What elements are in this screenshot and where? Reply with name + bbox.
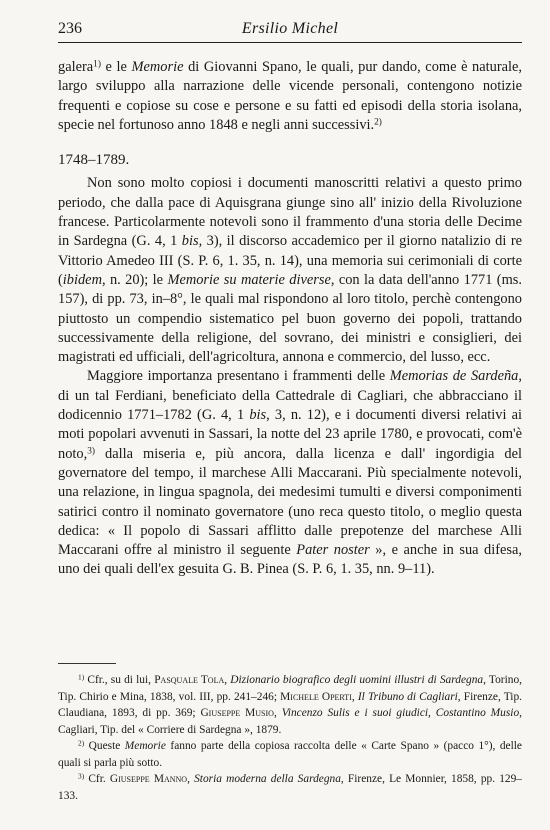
para3-text-3: , 3, n. 12), e i documenti diversi relativi ai moti popolari avvenuti in Sassari, la notte del 23 aprile 1780, e provocati, com'è noto, <box>58 407 523 462</box>
footnote-1-text: , Torino, Tip. Chirio e Mina, 1838, vol. III, pp. 241–246; <box>58 674 522 703</box>
footnote-1-text: , Cagliari, Tip. del « Corriere di Sardegna », 1879. <box>58 707 522 736</box>
footnote-1-title-1: Dizionario biografico degli uomini illustri di Sardegna <box>230 674 484 686</box>
section-gap <box>58 135 522 151</box>
footnotes <box>58 672 522 804</box>
running-header <box>58 20 522 43</box>
footnote-2-text: fanno parte della copiosa raccolta delle « Carte Spano » (pacco 1°), delle quali si parla più sotto. <box>58 740 522 769</box>
footnote-ref-3: 3) <box>87 445 95 456</box>
para1-text-3: di Giovanni Spano, le quali, pur dando, come è naturale, largo sviluppo alla narrazione delle vicende personali, contengono notizie frequenti e copiose su cose e persone e su fatti ed episodi della storia isolana, specie nel fortunoso anno 1848 e negli anni successivi. <box>58 59 522 133</box>
page-number: 236 <box>58 20 82 37</box>
para2-text-3: , n. 20); le <box>101 271 168 288</box>
footnote-2-mark: 2) <box>78 738 85 748</box>
para2-text-4: , con la data dell'anno 1771 (ms. 157), di pp. 73, in–8°, le quali mal rispondono al loro titolo, perchè contengono piuttosto un compendio sistematico pel buon governo dei popoli, trattando successivamente della religione, del sovrano, dei ministri e consiglieri, dei magistrati ed ufficiali, dell'agricoltura, annona e commercio, del lusso, ecc. <box>58 271 522 366</box>
footnote-1 <box>58 672 522 738</box>
footnote-3-mark: 3) <box>78 771 85 781</box>
main-text <box>58 58 522 580</box>
footnote-1-text: Cfr., su di lui, <box>84 674 155 686</box>
footnote-1-author-1: Pasquale Tola <box>154 674 225 686</box>
footnote-3-author: Giuseppe Manno <box>109 773 188 785</box>
para1-text-1: galera <box>58 59 94 75</box>
para2-italic-3: Memorie su materie diverse <box>167 271 331 288</box>
para3-italic-3: Pater noster <box>296 542 370 559</box>
footnote-3-text: Cfr. <box>84 773 110 785</box>
section-heading: 1748–1789. <box>58 152 130 169</box>
footnote-1-author-2: Michele Operti <box>280 690 352 703</box>
footnote-1-title-3: Vincenzo Sulis e i suoi giudici, Costantino Musio <box>281 707 520 719</box>
para3-text-5: », e anche in sua difesa, uno dei quali dell'ex gesuita G. B. Pinea (S. P. 6, 1. 35, nn. 9–11). <box>58 542 523 578</box>
footnote-2-title: Memorie <box>124 740 166 752</box>
footnote-3-text: , <box>187 773 195 785</box>
para3-text-4: dalla miseria e, più ancora, dalla licenza e dall' ingordigia del governatore del tempo, il marchese Alli Maccarani. Più specialmente notevoli, una relazione, in lingua spagnola, dei medesimi tumulti e diversi componimenti satirici contro il nominato governatore (uno reca questo titolo, o meglio questa dedica: « Il popolo di Sassari afflitto dalle prepotenze del marchese Alli Maccarani offre al ministro il seguente <box>58 445 522 559</box>
footnote-1-text: , <box>273 707 282 719</box>
footnote-1-text: , <box>224 674 231 686</box>
para1-italic-1: Memorie <box>131 59 184 75</box>
para3-italic-2: bis <box>249 407 267 424</box>
footnote-ref-2: 2) <box>374 117 382 128</box>
paragraph-3 <box>58 367 522 579</box>
running-title: Ersilio Michel <box>241 20 339 37</box>
para3-italic-1: Memorias de Sardeña <box>389 368 519 385</box>
footnote-1-title-2: Il Tribuno di Cagliari <box>357 690 458 703</box>
footnote-1-author-3: Giuseppe Musio <box>200 707 274 719</box>
para2-text-1: Non sono molto copiosi i documenti manoscritti relativi a questo primo periodo, che dalla pace di Aquisgrana giunge sino all' inizio della Rivoluzione francese. Particolarmente notevoli sono il frammento d'una storia delle Decime in Sardegna (G. 4, 1 <box>58 175 522 250</box>
footnote-3 <box>58 771 522 804</box>
footnote-ref-1: 1) <box>93 59 101 70</box>
para2-text-2: , 3), il discorso accademico per il giorno natalizio di re Vittorio Amedeo III (S. P. 6, 1. 35, n. 14), una memoria sui cerimoniali di corte ( <box>58 233 523 288</box>
footnote-1-mark: 1) <box>78 672 85 682</box>
footnote-rule <box>58 663 116 664</box>
footnote-1-text: , Firenze, Tip. Claudiana, 1893, di pp. 369; <box>58 690 522 719</box>
paragraph-1 <box>58 58 522 135</box>
footnote-3-text: , Firenze, Le Monnier, 1858, pp. 129–133. <box>58 773 522 802</box>
para1-text-2: e le <box>100 59 132 75</box>
para2-italic-2: ibidem <box>62 271 102 288</box>
paragraph-2 <box>58 174 522 367</box>
para3-text-2: , di un tal Ferdiani, beneficiato della Cattedrale di Cagliari, che abbracciano il dodicennio 1771–1782 (G. 4, 1 <box>58 368 522 424</box>
para3-text-1: Maggiore importanza presentano i frammenti delle <box>87 368 390 385</box>
footnote-2-text: Queste <box>84 740 125 752</box>
para2-italic-1: bis <box>181 233 199 250</box>
footnote-1-text: , <box>351 690 358 703</box>
footnote-3-title: Storia moderna della Sardegna <box>194 773 341 785</box>
footnote-2 <box>58 738 522 771</box>
